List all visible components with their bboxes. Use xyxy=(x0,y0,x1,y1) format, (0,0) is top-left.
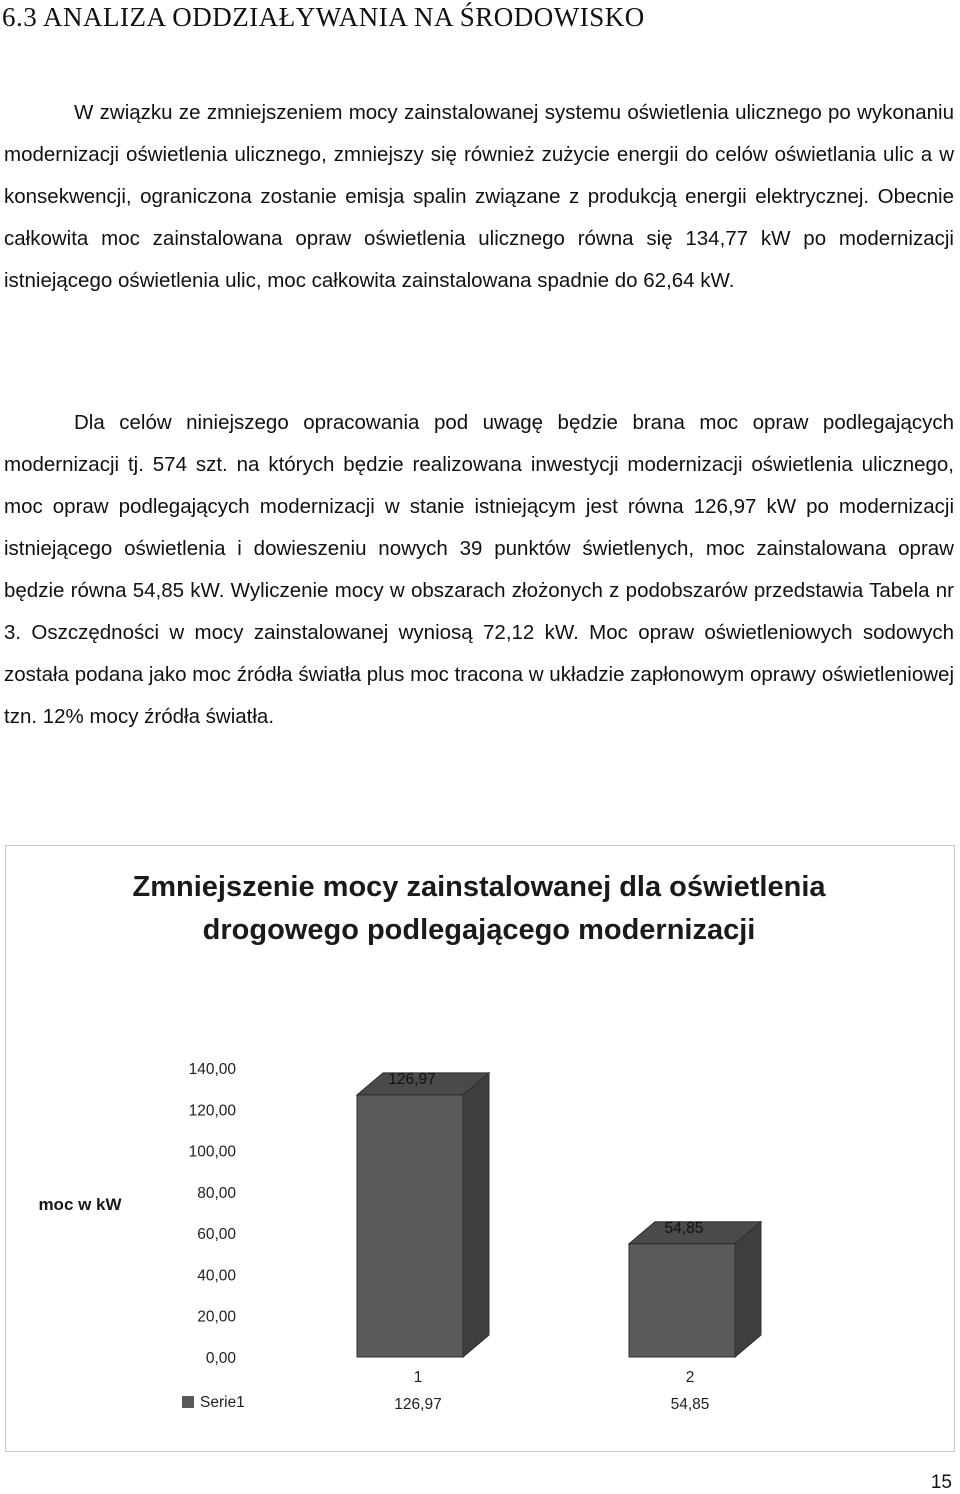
data-label: 126,97 xyxy=(388,1070,436,1088)
data-table-cell: 54,85 xyxy=(670,1396,710,1413)
paragraph-1-text: W związku ze zmniejszeniem mocy zainstalowanej systemu oświetlenia ulicznego po wykonaniu modernizacji oświetlenia ulicznego, zmniejszy się również zużycie energii do celów oświetlania ulic a w konsekwencji, ograniczona zostanie emisja spalin związane z produkcją energii elektrycznej. Obecnie całkowita moc zainstalowana opraw oświetlenia ulicznego równa się 134,77 kW po modernizacji istniejącego oświetlenia ulic, moc całkowita zainstalowana spadnie do 62,64 kW. xyxy=(4,101,954,292)
legend-key xyxy=(182,1396,194,1408)
bar xyxy=(629,1244,735,1357)
bar xyxy=(357,1095,463,1357)
y-tick-label: 140,00 xyxy=(188,1061,236,1078)
section-heading: 6.3 ANALIZA ODDZIAŁYWANIA NA ŚRODOWISKO xyxy=(2,2,645,32)
y-tick-label: 20,00 xyxy=(197,1308,236,1326)
y-tick-label: 120,00 xyxy=(188,1102,236,1120)
y-tick-label: 0,00 xyxy=(205,1350,236,1367)
data-table-cell: 126,97 xyxy=(394,1396,442,1413)
y-tick-label: 40,00 xyxy=(197,1267,236,1285)
bar-chart xyxy=(6,846,956,1453)
page-number: 15 xyxy=(930,1472,952,1493)
chart-title-line: drogowego podlegającego modernizacji xyxy=(202,914,756,946)
y-axis-label: moc w kW xyxy=(38,1195,122,1214)
paragraph-2-text: Dla celów niniejszego opracowania pod uwagę będzie brana moc opraw podlegających modernizacji tj. 574 szt. na których będzie realizowana inwestycji modernizacji oświetlenia ulicznego, moc opraw podlegających modernizacji w stanie istniejącym jest równa 126,97 kW po modernizacji istniejącego oświetlenia i dowieszeniu nowych 39 punktów świetlenych, moc zainstalowana opraw będzie równa 54,85 kW. Wyliczenie mocy w obszarach złożonych z podobszarów przedstawia Tabela nr 3. Oszczędności w mocy zainstalowanej wyniosą 72,12 kW. Moc opraw oświetleniowych sodowych została podana jako moc źródła światła plus moc tracona w układzie zapłonowym oprawy oświetleniowej tzn. 12% mocy źródła światła. xyxy=(4,411,954,728)
legend-label: Serie1 xyxy=(200,1394,245,1411)
bar-side xyxy=(735,1222,761,1357)
data-label: 54,85 xyxy=(664,1219,704,1237)
paragraph-2 xyxy=(4,402,954,738)
y-tick-label: 60,00 xyxy=(197,1226,236,1244)
chart-container xyxy=(5,845,955,1452)
x-tick-label: 2 xyxy=(685,1369,695,1386)
y-tick-label: 100,00 xyxy=(188,1143,236,1161)
chart-title-line: Zmniejszenie mocy zainstalowanej dla oświetlenia xyxy=(132,871,826,903)
paragraph-1 xyxy=(4,92,954,302)
x-tick-label: 1 xyxy=(413,1369,423,1386)
y-tick-label: 80,00 xyxy=(197,1184,236,1202)
bar-side xyxy=(463,1073,489,1357)
